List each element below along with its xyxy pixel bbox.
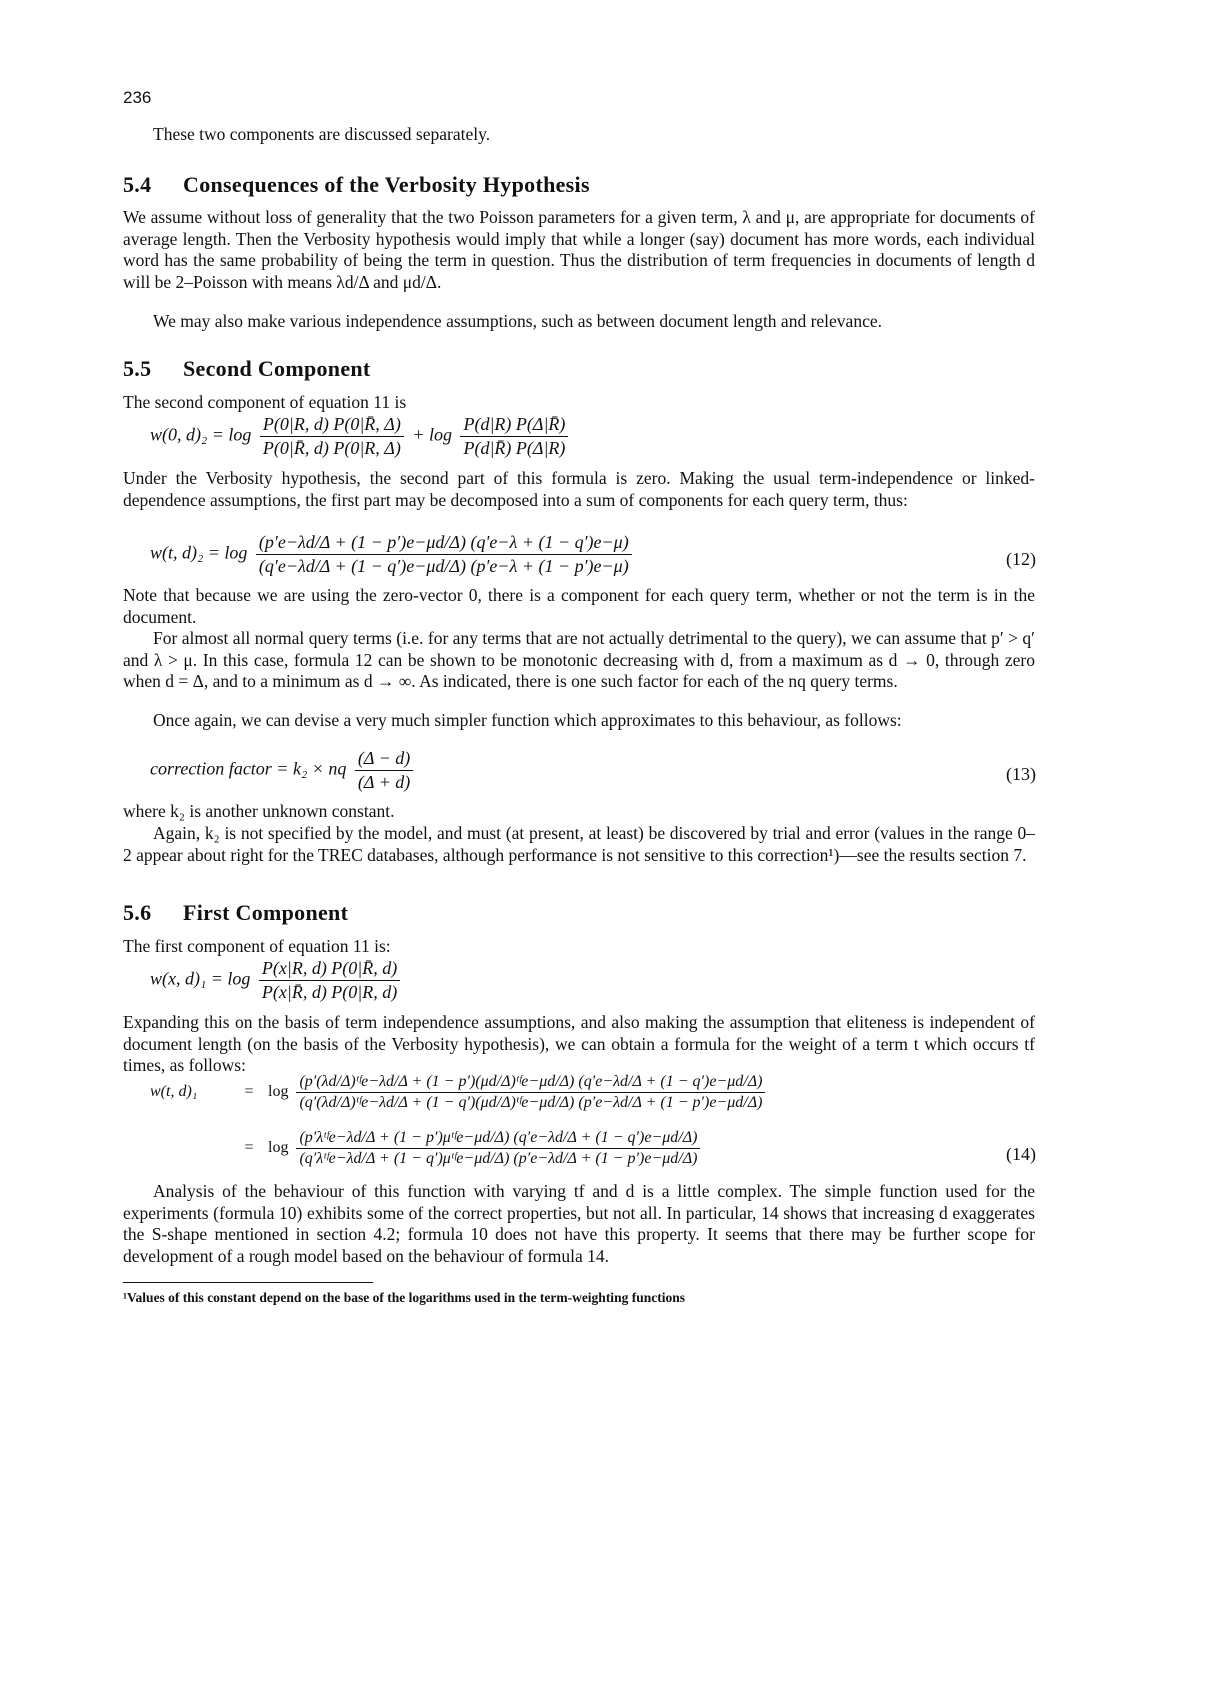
equation-14-line-2 [150, 1129, 704, 1168]
equation-number-14: (14) [1006, 1144, 1036, 1164]
eq-fraction [256, 532, 632, 577]
eq-equals: = [244, 1083, 254, 1101]
section-number: 5.4 [123, 172, 152, 197]
section-heading-5-4 [123, 172, 590, 198]
eq-numerator: (p′λᵗᶠe−λd/Δ + (1 − p′)μᵗᶠe−μd/Δ) (q′e−λd/Δ + (1 − q′)e−μd/Δ) [296, 1129, 700, 1149]
sec55-paragraph-3: Note that because we are using the zero-vector 0, there is a component for each query term, whether or not the term is in the document. [123, 585, 1035, 627]
eq-fraction [260, 414, 404, 459]
equation-second-component [150, 414, 572, 459]
equation-13 [150, 748, 417, 793]
equation-14-line-1 [150, 1073, 769, 1112]
eq-denominator: P(d|R̄) P(Δ|R) [463, 438, 566, 458]
page-number: 236 [123, 88, 152, 107]
eq-denominator: (q′e−λd/Δ + (1 − q′)e−μd/Δ) (p′e−λ + (1 − p′)e−μ) [258, 556, 629, 576]
eq-denominator: (q′(λd/Δ)ᵗᶠe−λd/Δ + (1 − q′)(μd/Δ)ᵗᶠe−μd/Δ) (p′e−λd/Δ + (1 − p′)e−μd/Δ) [299, 1094, 763, 1111]
eq-denominator: (Δ + d) [357, 772, 411, 792]
sec55-paragraph-5: Once again, we can devise a very much simpler function which approximates to this behaviour, as follows: [153, 710, 902, 730]
equation-12 [150, 532, 636, 577]
eq-log: log [268, 1139, 289, 1157]
sec54-paragraph-2: We may also make various independence assumptions, such as between document length and relevance. [153, 311, 882, 331]
eq-lhs: w(t, d)₁ [150, 1083, 198, 1101]
eq-fraction [355, 748, 413, 793]
eq-fraction [296, 1073, 765, 1112]
eq-numerator: P(d|R) P(Δ|R̄) [460, 414, 568, 437]
section-title: Consequences of the Verbosity Hypothesis [183, 172, 590, 197]
eq-fraction [460, 414, 568, 459]
sec55-paragraph-4: For almost all normal query terms (i.e. for any terms that are not actually detrimental to the query), we can assume that p′ > q′ and λ > μ. In this case, formula 12 can be shown to be monotonic decreasing with d, from a maximum as d → 0, through zero when d = Δ, and to a minimum as d → ∞. As indicated, there is one such factor for each of the nq query terms. [123, 628, 1035, 691]
intro-paragraph: These two components are discussed separately. [153, 124, 491, 144]
eq-numerator: (p′(λd/Δ)ᵗᶠe−λd/Δ + (1 − p′)(μd/Δ)ᵗᶠe−μd/Δ) (q′e−λd/Δ + (1 − q′)e−μd/Δ) [296, 1073, 765, 1093]
section-title: Second Component [183, 356, 371, 381]
section-heading-5-6 [123, 900, 348, 926]
eq-equals: = [244, 1139, 254, 1157]
equation-first-component [150, 958, 404, 1003]
eq-lhs: w(0, d)₂ = log [150, 424, 252, 445]
sec55-paragraph-2: Under the Verbosity hypothesis, the second part of this formula is zero. Making the usual term-independence or linked-dependence assumptions, the first part may be decomposed into a sum of components for each query term, thus: [123, 468, 1035, 510]
eq-lhs: correction factor = k₂ × nq [150, 758, 347, 779]
sec56-paragraph-1: The first component of equation 11 is: [123, 936, 391, 956]
eq-denominator: P(x|R̄, d) P(0|R, d) [261, 982, 398, 1002]
footnote: ¹Values of this constant depend on the base of the logarithms used in the term-weighting functions [123, 1290, 685, 1305]
eq-numerator: (Δ − d) [355, 748, 413, 771]
sec55-paragraph-7: Again, k₂ is not specified by the model, and must (at present, at least) be discovered by trial and error (values in the range 0–2 appear about right for the TREC databases, although performance is not sensitive to this correction¹)—see the results section 7. [123, 823, 1035, 865]
equation-number-13: (13) [1006, 764, 1036, 784]
sec56-paragraph-3: Analysis of the behaviour of this function with varying tf and d is a little complex. The simple function used for the experiments (formula 10) exhibits some of the correct properties, but not all. In particular, 14 shows that increasing d exaggerates the S-shape mentioned in section 4.2; formula 10 does not have this property. It seems that there may be further scope for development of a rough model based on the behaviour of formula 14. [123, 1181, 1035, 1266]
eq-lhs: w(x, d)₁ = log [150, 968, 251, 989]
sec56-paragraph-2: Expanding this on the basis of term independence assumptions, and also making the assumption that eliteness is independent of document length (on the basis of the Verbosity hypothesis), we can obtain a formula for the weight of a term t which occurs tf times, as follows: [123, 1012, 1035, 1075]
eq-fraction [259, 958, 400, 1003]
sec55-paragraph-6: where k₂ is another unknown constant. [123, 801, 395, 821]
equation-number-12: (12) [1006, 549, 1036, 569]
section-heading-5-5 [123, 356, 371, 382]
section-title: First Component [183, 900, 349, 925]
eq-denominator: P(0|R̄, d) P(0|R, Δ) [262, 438, 401, 458]
eq-lhs: w(t, d)₂ = log [150, 542, 248, 563]
sec54-paragraph-1: We assume without loss of generality that the two Poisson parameters for a given term, λ and μ, are appropriate for documents of average length. Then the Verbosity hypothesis would imply that while a longer (say) document has more words, each individual word has the same probability of being the term in question. Thus the distribution of term frequencies in documents of length d will be 2–Poisson with means λd/Δ and μd/Δ. [123, 207, 1035, 292]
eq-numerator: P(0|R, d) P(0|R̄, Δ) [260, 414, 404, 437]
footnote-rule [123, 1282, 373, 1283]
section-number: 5.6 [123, 900, 152, 925]
eq-fraction [296, 1129, 700, 1168]
eq-numerator: (p′e−λd/Δ + (1 − p′)e−μd/Δ) (q′e−λ + (1 − q′)e−μ) [256, 532, 632, 555]
eq-plus-log: + log [412, 424, 452, 445]
sec55-paragraph-1: The second component of equation 11 is [123, 392, 407, 412]
eq-numerator: P(x|R, d) P(0|R̄, d) [259, 958, 400, 981]
eq-denominator: (q′λᵗᶠe−λd/Δ + (1 − q′)μᵗᶠe−μd/Δ) (p′e−λd/Δ + (1 − p′)e−μd/Δ) [299, 1150, 698, 1167]
eq-log: log [268, 1083, 289, 1101]
section-number: 5.5 [123, 356, 152, 381]
